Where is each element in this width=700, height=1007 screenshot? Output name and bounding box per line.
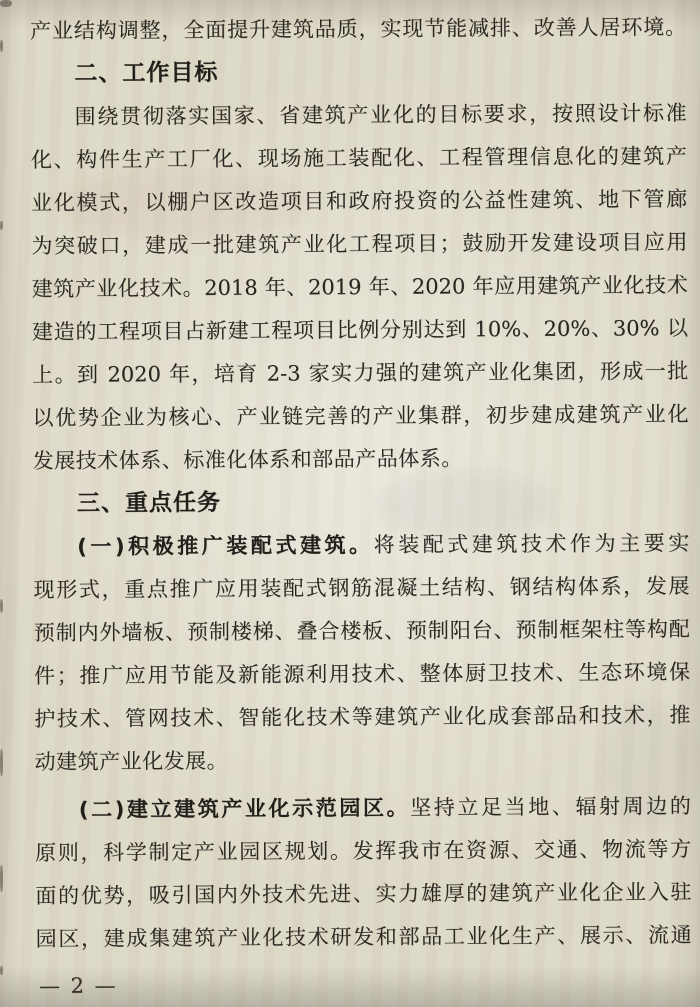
text-line: 为突破口，建成一批建筑产业化工程项目；鼓励开发建设项目应用 (31, 230, 688, 259)
text-line (35, 785, 691, 832)
text-line: 围绕贯彻落实国家、省建筑产业化的目标要求，按照设计标准 (74, 101, 687, 129)
section-heading: 二、工作目标 (74, 59, 219, 87)
text-line: 上。到 2020 年，培育 2-3 家实力强的建筑产业化集团，形成一批 (32, 358, 689, 388)
text-line: 动建筑产业化发展。 (34, 748, 229, 774)
text-line: 原则，科学制定产业园区规划。发挥我市在资源、交通、物流等方 (35, 836, 692, 865)
text-line: 产业结构调整，全面提升建筑品质，实现节能减排、改善人居环境。 (30, 15, 687, 44)
scan-edge-mark (0, 40, 3, 52)
text-line: 护技术、管网技术、智能化技术等建筑产业化成套部品和技术，推 (34, 702, 691, 731)
scan-edge-mark (0, 221, 3, 230)
text-line: 建筑产业化技术。2018 年、2019 年、2020 年应用建筑产业化技术 (31, 273, 688, 302)
paragraph-text: 将装配式建筑技术作为主要实 (373, 530, 690, 557)
paragraph-text: 坚持立足当地、辐射周边的 (410, 793, 691, 820)
document-lines (30, 6, 692, 1007)
text-line (33, 522, 689, 569)
scan-edge-mark (0, 599, 3, 613)
scan-edge-mark (0, 966, 3, 975)
text-line: 现形式，重点推广应用装配式钢筋混凝土结构、钢结构体系，发展 (33, 573, 690, 603)
scan-edge-mark (0, 865, 3, 892)
text-line: 业化模式，以棚户区改造项目和政府投资的公益性建筑、地下管廊 (31, 187, 688, 216)
text-line: 园区，建成集建筑产业化技术研发和部品工业化生产、展示、流通 (35, 922, 692, 951)
paragraph-lead-bold: (一)积极推广装配式建筑。 (77, 532, 374, 559)
page-number: — 2 — (38, 973, 118, 998)
paragraph-lead-bold: (二)建立建筑产业化示范园区。 (78, 795, 411, 822)
text-line: 发展技术体系、标准化体系和部品产品体系。 (32, 446, 463, 474)
text-line: 以优势企业为核心、产业链完善的产业集群，初步建成建筑产业化 (32, 401, 689, 431)
text-line: 件；推广应用节能及新能源利用技术、整体厨卫技术、生态环境保 (33, 659, 691, 689)
text-line: 预制内外墙板、预制楼梯、叠合楼板、预制阳台、预制框架柱等构配 (33, 616, 690, 646)
text-line: 化、构件生产工厂化、现场施工装配化、工程管理信息化的建筑产 (30, 144, 687, 173)
text-line: 面的优势，吸引国内外技术先进、实力雄厚的建筑产业化企业入驻 (35, 879, 692, 908)
section-heading: 三、重点任务 (76, 489, 222, 517)
scan-edge-mark (0, 749, 3, 776)
scan-edge-mark (0, 0, 12, 7)
text-line: 建造的工程项目占新建工程项目比例分别达到 10%、20%、30% 以 (31, 315, 688, 345)
